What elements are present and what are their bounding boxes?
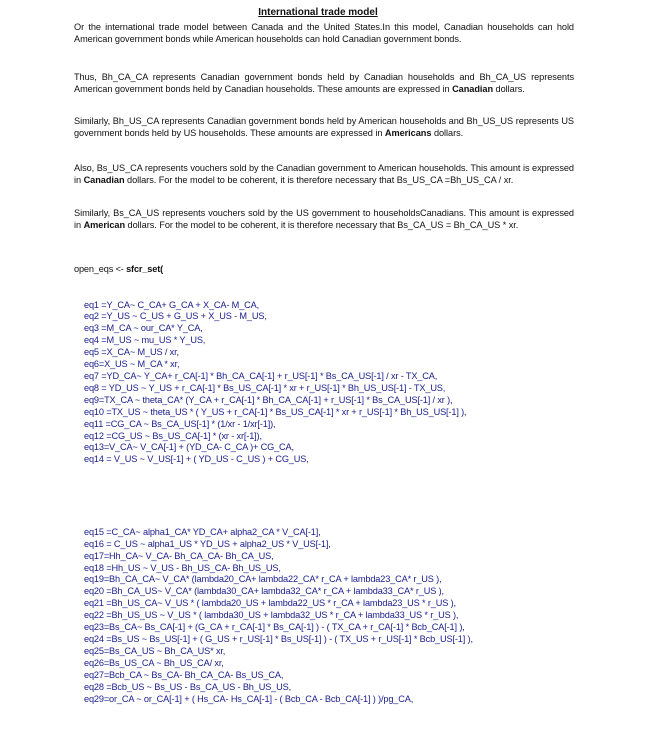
paragraph-text: dollars. For the model to be coherent, it is therefore necessary that Bs_US_CA =Bh_US_CA / xr. [124, 175, 514, 185]
equation-line: eq24 =Bs_US ~ Bs_US[-1] + ( G_US + r_US[-1] * Bs_US[-1] ) - ( TX_US + r_US[-1] * Bcb_US[-1] ), [84, 633, 473, 644]
equation-line: eq1 =Y_CA~ C_CA+ G_CA + X_CA- M_CA, [84, 299, 260, 310]
document-title: International trade model [258, 7, 378, 18]
equation-line: eq6=X_US ~ M_CA * xr, [84, 359, 180, 370]
equation-line: eq4 =M_US ~ mu_US * Y_US, [84, 335, 206, 346]
paragraph-vouchers-canadian [74, 162, 574, 186]
equation-line: eq21 =Bh_US_CA~ V_US * ( lambda20_US + lambda22_US * r_CA + lambda23_US * r_US ), [84, 598, 456, 609]
paragraph-canadian-bonds [74, 71, 574, 95]
paragraph-intro [74, 21, 574, 45]
paragraph-text: dollars. [431, 128, 464, 138]
equation-line: eq16 = C_US ~ alpha1_US * YD_US + alpha2_US * V_US[-1], [84, 538, 331, 549]
paragraph-emphasis: American [83, 220, 126, 230]
equation-line: eq25=Bs_CA_US ~ Bh_CA_US* xr, [84, 645, 226, 656]
equation-line: eq11 =CG_CA ~ Bs_CA_US[-1] * (1/xr - 1/xr[-1]), [84, 418, 276, 429]
equation-line: eq9=TX_CA ~ theta_CA* (Y_CA + r_CA[-1] * Bh_CA_CA[-1] + r_US[-1] * Bs_CA_US[-1] / xr ), [84, 394, 453, 405]
equation-line: eq29=or_CA ~ or_CA[-1] + ( Hs_CA- Hs_CA[-1] - ( Bcb_CA - Bcb_CA[-1] ) )/pg_CA, [84, 693, 414, 704]
equation-line: eq14 = V_US ~ V_US[-1] + ( YD_US - C_US ) + CG_US, [84, 454, 309, 465]
equation-line: eq5 =X_CA~ M_US / xr, [84, 347, 179, 358]
equation-list-1 [74, 300, 634, 467]
equation-line: eq23=Bs_CA~ Bs_CA[-1] + (G_CA + r_CA[-1] * Bs_CA[-1] ) - ( TX_CA + r_CA[-1] * Bcb_CA[-1] ), [84, 622, 465, 633]
code-block-1 [74, 240, 634, 490]
code-header-prefix: open_eqs <- [74, 263, 127, 274]
equation-line: eq27=Bcb_CA ~ Bs_CA- Bh_CA_CA- Bs_US_CA, [84, 669, 284, 680]
code-block-2 [74, 503, 634, 729]
equation-line: eq20 =Bh_CA_US~ V_CA* (lambda30_CA+ lambda32_CA* r_CA + lambda33_CA* r_US ), [84, 586, 444, 597]
equation-line: eq10 =TX_US ~ theta_US * ( Y_US + r_CA[-1] * Bs_US_CA[-1] * xr + r_US[-1] * Bh_US_US[-1] ), [84, 406, 467, 417]
equation-line: eq15 =C_CA~ alpha1_CA* YD_CA+ alpha2_CA * V_CA[-1], [84, 526, 321, 537]
paragraph-text: dollars. For the model to be coherent, it is therefore necessary that Bs_CA_US = Bh_CA_US * xr. [125, 220, 519, 230]
equation-line: eq2 =Y_US ~ C_US + G_US + X_US - M_US, [84, 311, 267, 322]
equation-line: eq3 =M_CA ~ our_CA* Y_CA, [84, 323, 203, 334]
paragraph-vouchers-american [74, 207, 574, 231]
paragraph-text: Similarly, Bs_CA_US represents vouchers sold by the US government to householdsCanadians. This amount is expressed in [74, 208, 574, 230]
paragraph-american-bonds [74, 115, 574, 139]
code-header-function: sfcr_set( [126, 263, 164, 274]
equation-line: eq12 =CG_US ~ Bs_US_CA[-1] * (xr - xr[-1]), [84, 430, 262, 441]
equation-line: eq8 = YD_US ~ Y_US + r_CA[-1] * Bs_US_CA[-1] * xr + r_US[-1] * Bh_US_US[-1] - TX_US, [84, 382, 446, 393]
equation-line: eq28 =Bcb_US ~ Bs_US - Bs_CA_US - Bh_US_US, [84, 681, 292, 692]
paragraph-text: Also, Bs_US_CA represents vouchers sold by the Canadian government to American households. This amount is expressed in [74, 163, 574, 185]
paragraph-emphasis: Canadian [83, 175, 125, 185]
paragraph-text: Similarly, Bh_US_CA represents Canadian government bonds held by American households and Bh_US_US represents US government bonds held by US households. These amounts are expressed in [74, 116, 574, 138]
equation-list-2 [74, 527, 634, 706]
equation-line: eq13=V_CA~ V_CA[-1] + (YD_CA- C_CA )+ CG_CA, [84, 442, 294, 453]
equation-line: eq22 =Bh_US_US ~ V_US * ( lambda30_US + lambda32_US * r_CA + lambda33_US * r_US ), [84, 610, 459, 621]
paragraph-text: dollars. [493, 84, 525, 94]
equation-line: eq17=Hh_CA~ V_CA- Bh_CA_CA- Bh_CA_US, [84, 550, 274, 561]
paragraph-emphasis: Americans [384, 128, 432, 138]
equation-line: eq19=Bh_CA_CA~ V_CA* (lambda20_CA+ lambda22_CA* r_CA + lambda23_CA* r_US ), [84, 574, 442, 585]
code-header [74, 264, 634, 276]
paragraph-emphasis: Canadian [452, 84, 494, 94]
equation-line: eq7 =YD_CA~ Y_CA+ r_CA[-1] * Bh_CA_CA[-1] + r_US[-1] * Bs_CA_US[-1] / xr - TX_CA, [84, 370, 438, 381]
paragraph-text: Thus, Bh_CA_CA represents Canadian government bonds held by Canadian households and Bh_CA_US represents American government bonds held by Canadian households. These amounts are expressed in [74, 72, 574, 94]
paragraph-text: Or the international trade model between Canada and the United States.In this model, Canadian households can hold American government bonds while American households can hold Canadian government bonds. [74, 22, 574, 44]
equation-line: eq26=Bs_US_CA ~ Bh_US_CA/ xr, [84, 657, 224, 668]
equation-line: eq18 =Hh_US ~ V_US - Bh_US_CA- Bh_US_US, [84, 562, 281, 573]
